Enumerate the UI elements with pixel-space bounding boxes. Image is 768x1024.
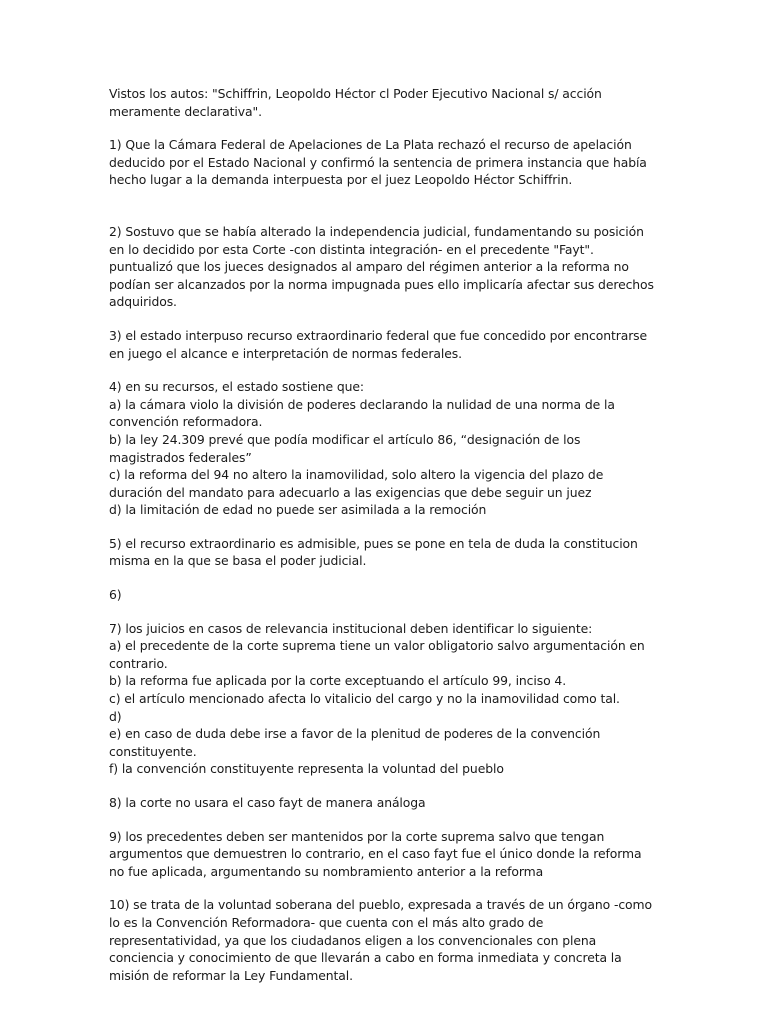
paragraph-5: 5) el recurso extraordinario es admisible, pues se pone en tela de duda la constitucion misma en la que se basa el poder judicial. — [109, 535, 638, 569]
paragraph-4-intro: 4) en su recursos, el estado sostiene que: — [109, 379, 364, 395]
paragraph-7-item-d: d) — [109, 708, 122, 724]
paragraph-3: 3) el estado interpuso recurso extraordinario federal que fue concedido por encontrarse en juego el alcance e interpretación de normas federales. — [109, 327, 648, 361]
paragraph-7-item-e: e) en caso de duda debe irse a favor de la plenitud de poderes de la convención constituyente. — [109, 726, 601, 759]
paragraph-6: 6) — [109, 587, 122, 603]
paragraph-9: 9) los precedentes deben ser mantenidos por la corte suprema salvo que tengan argumentos que demuestren lo contrario, en el caso fayt fue el único donde la reforma no fue aplicada, argumentando su nombramiento anterior a la reforma — [109, 828, 642, 879]
paragraph-4-item-b: b) la ley 24.309 prevé que podía modificar el artículo 86, “designación de los magistrados federales” — [109, 431, 581, 465]
paragraph-1: 1) Que la Cámara Federal de Apelaciones de La Plata rechazó el recurso de apelación deducido por el Estado Nacional y confirmó la sentencia de primera instancia que había hecho lugar a la demanda interpuesta por el juez Leopoldo Héctor Schiffrin. — [109, 137, 647, 188]
paragraph-7-item-b: b) la reforma fue aplicada por la corte exceptuando el artículo 99, inciso 4. — [109, 673, 567, 689]
document-page — [109, 85, 657, 1000]
paragraph-2: 2) Sostuvo que se había alterado la independencia judicial, fundamentando su posición en lo decidido por esta Corte -con distinta integración- en el precedente "Fayt". puntualizó que los jueces designados al amparo del régimen anterior a la reforma no podían ser alcanzados por la norma impugnada pues ello implicaría afectar sus derechos adquiridos. — [109, 223, 654, 310]
paragraph-7 — [109, 620, 657, 778]
paragraph-7-item-c: c) el artículo mencionado afecta lo vitalicio del cargo y no la inamovilidad como tal. — [109, 691, 620, 707]
paragraph-4-item-d: d) la limitación de edad no puede ser asimilada a la remoción — [109, 502, 487, 518]
paragraph-7-item-a: a) el precedente de la corte suprema tiene un valor obligatorio salvo argumentación en contrario. — [109, 638, 645, 671]
paragraph-4-item-c: c) la reforma del 94 no altero la inamovilidad, solo altero la vigencia del plazo de duración del mandato para adecuarlo a las exigencias que debe seguir un juez — [109, 467, 604, 500]
paragraph-4 — [109, 378, 657, 519]
paragraph-10: 10) se trata de la voluntad soberana del pueblo, expresada a través de un órgano -como lo es la Convención Reformadora- que cuenta con el más alto grado de representatividad, ya que los ciudadanos eligen a los convencionales con plena conciencia y conocimiento de que llevarán a cabo en forma inmediata y concreta la misión de reformar la Ley Fundamental. — [109, 897, 652, 983]
paragraph-7-item-f: f) la convención constituyente representa la voluntad del pueblo — [109, 761, 504, 777]
paragraph-4-item-a: a) la cámara violo la división de poderes declarando la nulidad de una norma de la convención reformadora. — [109, 396, 615, 430]
case-header: Vistos los autos: "Schiffrin, Leopoldo Héctor cl Poder Ejecutivo Nacional s/ acción meramente declarativa". — [109, 86, 602, 119]
paragraph-8: 8) la corte no usara el caso fayt de manera análoga — [109, 795, 426, 810]
paragraph-7-intro: 7) los juicios en casos de relevancia institucional deben identificar lo siguiente: — [109, 620, 593, 636]
